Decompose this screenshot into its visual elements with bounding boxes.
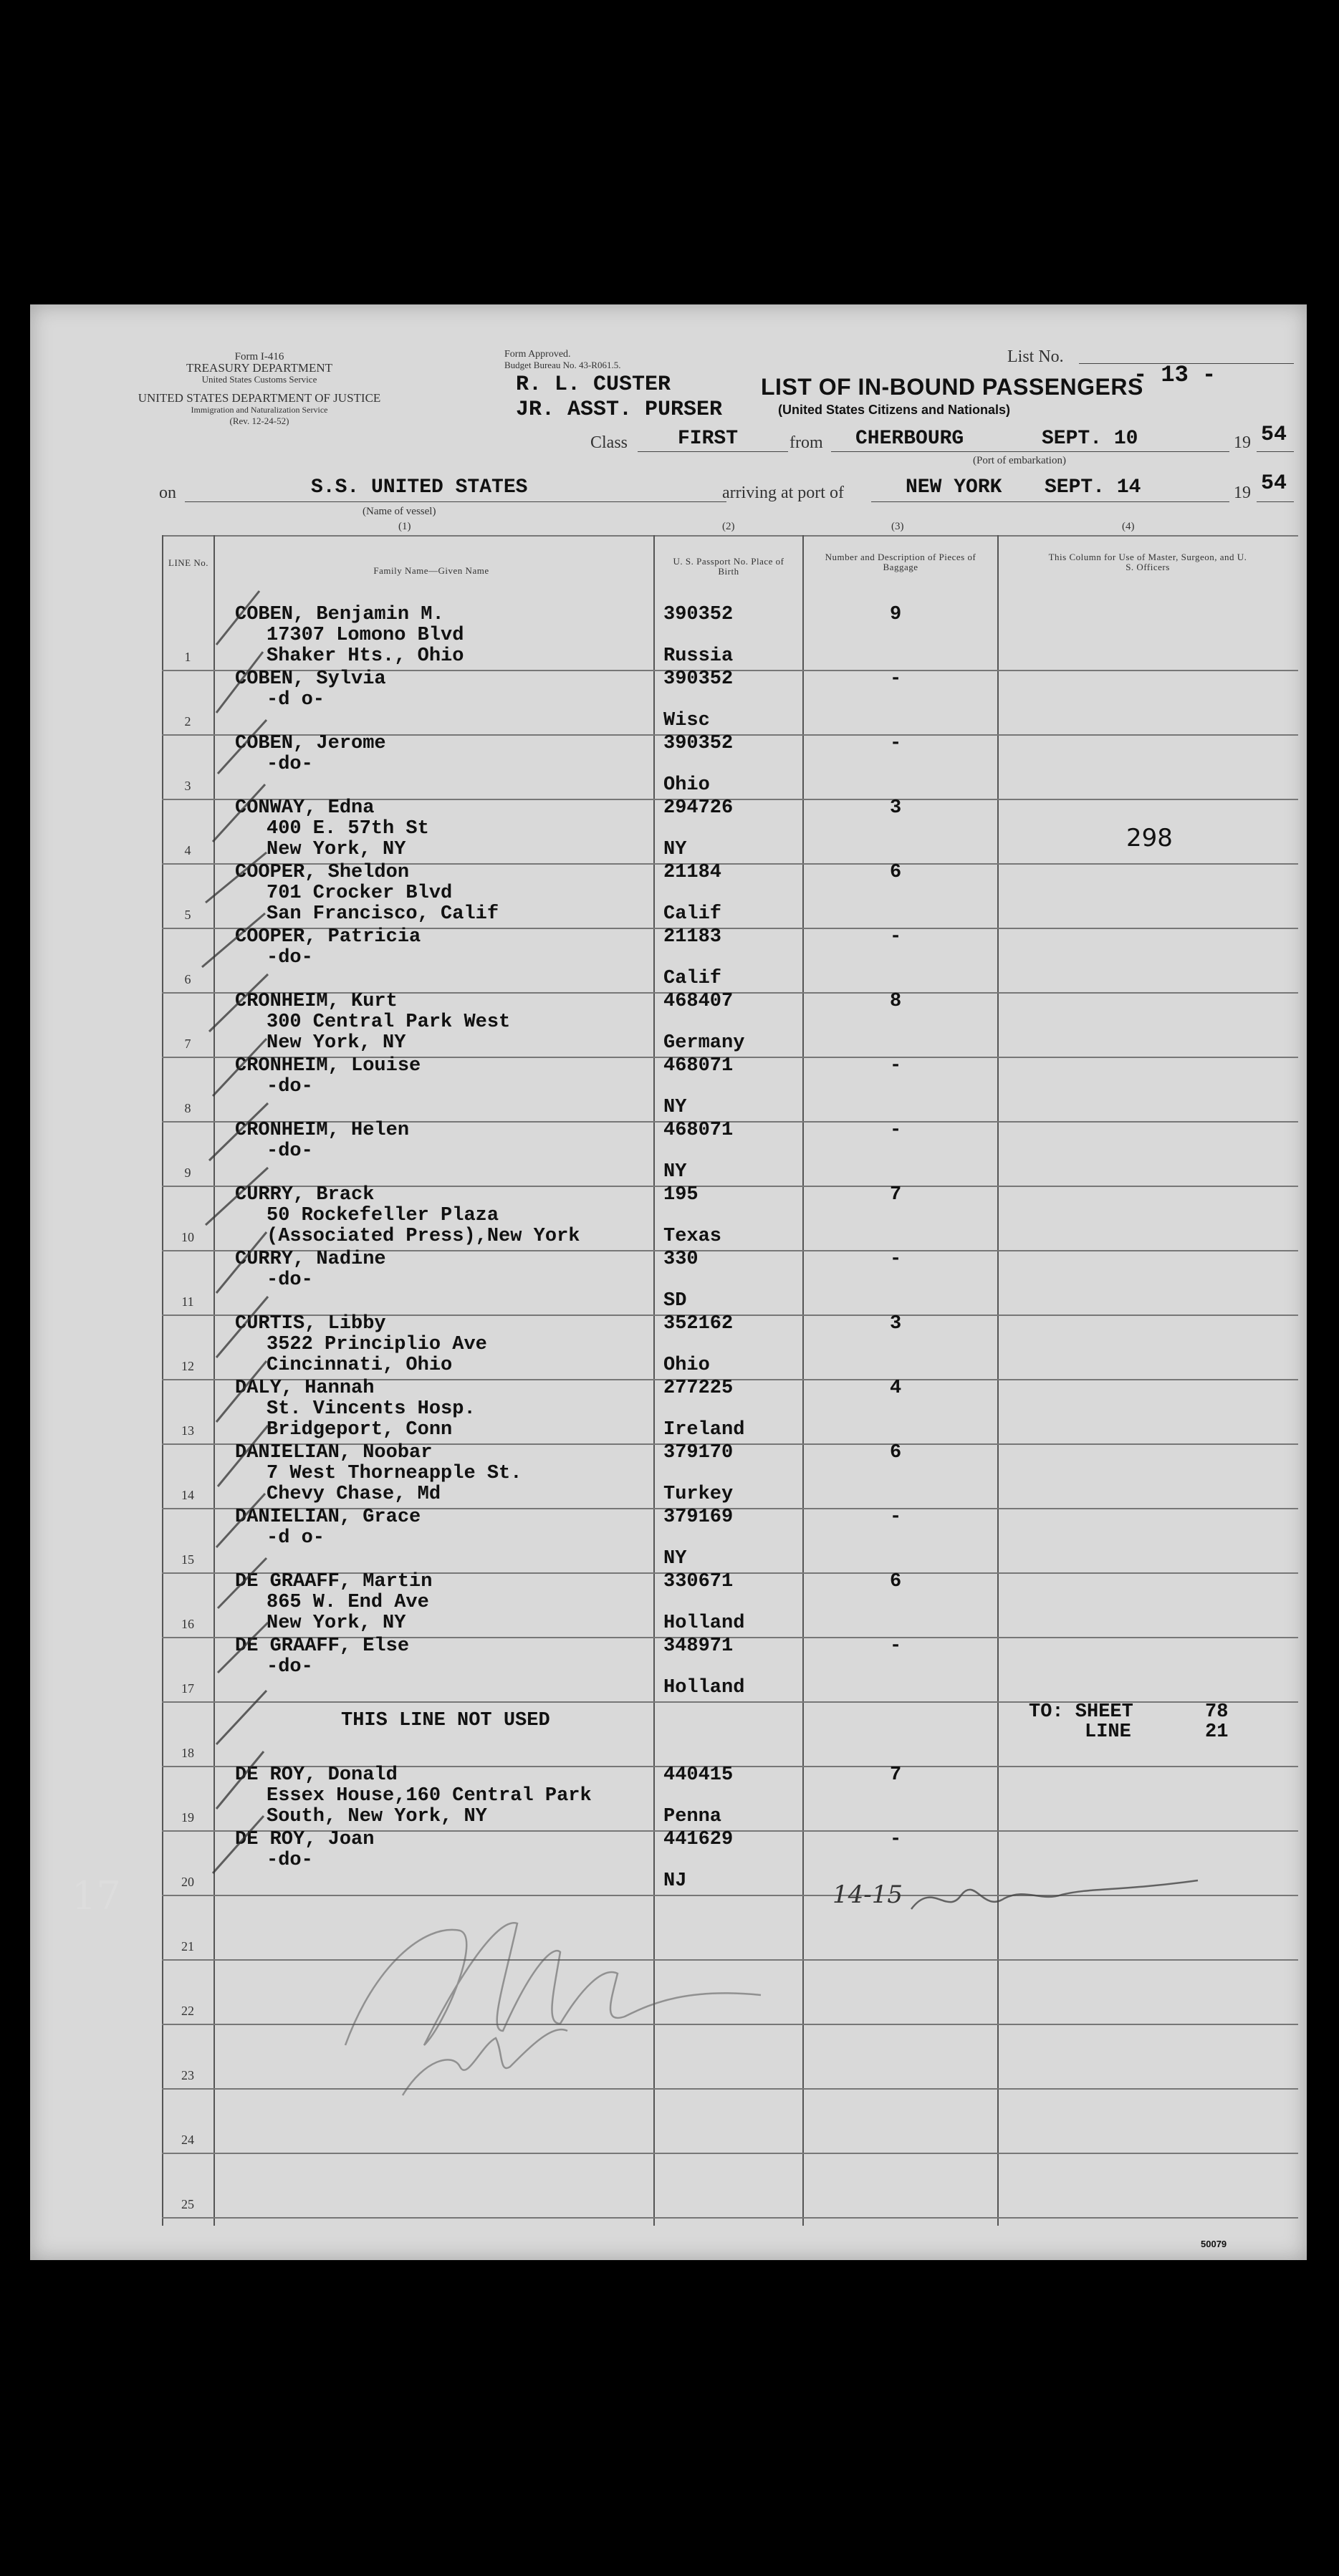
passport-number: 468071 — [663, 1055, 734, 1077]
address-line-2: San Francisco, Calif — [267, 903, 499, 925]
passenger-name: COBEN, Jerome — [235, 733, 386, 754]
place-of-birth: NY — [663, 1161, 687, 1183]
place-of-birth: Ohio — [663, 1355, 710, 1376]
passport-number: 468071 — [663, 1120, 734, 1141]
passport-number: 277225 — [663, 1378, 734, 1399]
line-number: 25 — [181, 2197, 194, 2211]
col-header-officers: This Column for Use of Master, Surgeon, and U. S. Officers — [1048, 552, 1247, 572]
list-number: - 13 - — [1133, 362, 1216, 388]
handwritten-checkmarks — [138, 569, 302, 2074]
passport-number: 294726 — [663, 797, 734, 819]
place-of-birth: Holland — [663, 1613, 745, 1634]
baggage-count: 3 — [890, 797, 902, 819]
baggage-count: - — [890, 1506, 902, 1528]
line-number: 2 — [184, 714, 191, 729]
line-number: 24 — [181, 2133, 194, 2147]
passport-number: 330 — [663, 1249, 699, 1270]
year-2: 54 — [1261, 471, 1287, 496]
passenger-name: COBEN, Benjamin M. — [235, 604, 444, 625]
address-line-1: -do- — [267, 754, 313, 775]
list-label: List No. — [1007, 347, 1064, 366]
to-line-number: 21 — [1205, 1721, 1229, 1743]
customs-service: United States Customs Service — [201, 374, 317, 385]
address-line-1: -do- — [267, 1140, 313, 1162]
form-code: 50079 — [1201, 2239, 1227, 2249]
from-label: from — [790, 433, 823, 452]
line-number: 23 — [181, 2068, 194, 2082]
address-line-1: 400 E. 57th St — [267, 818, 429, 840]
passport-number: 379169 — [663, 1506, 734, 1528]
line-number: 8 — [184, 1101, 191, 1115]
line-number: 1 — [184, 650, 191, 664]
officer-note: 298 — [1126, 824, 1173, 852]
address-line-1: -do- — [267, 1850, 313, 1871]
baggage-count: - — [890, 733, 902, 754]
place-of-birth: Ireland — [663, 1419, 745, 1441]
address-line-1: 17307 Lomono Blvd — [267, 625, 464, 646]
line-number: 19 — [181, 1810, 194, 1825]
address-line-2: Shaker Hts., Ohio — [267, 645, 464, 667]
year-1: 54 — [1261, 423, 1287, 447]
passenger-name: DALY, Hannah — [235, 1378, 375, 1399]
baggage-count: - — [890, 1249, 902, 1270]
address-line-1: 865 W. End Ave — [267, 1592, 429, 1613]
passenger-name: COOPER, Sheldon — [235, 862, 410, 883]
unused-line-text: THIS LINE NOT USED — [341, 1710, 550, 1731]
address-line-1: 300 Central Park West — [267, 1011, 511, 1033]
col-num-2: (2) — [722, 521, 735, 532]
address-line-1: 50 Rockefeller Plaza — [267, 1205, 499, 1226]
row-separator — [162, 2153, 1298, 2154]
line-number: 15 — [181, 1552, 194, 1567]
passenger-name: COOPER, Patricia — [235, 926, 421, 948]
passenger-name: DE ROY, Donald — [235, 1764, 398, 1786]
col-header-name: Family Name—Given Name — [373, 565, 489, 576]
passport-number: 21184 — [663, 862, 722, 883]
year-prefix-1: 19 — [1234, 433, 1251, 452]
baggage-count: - — [890, 1635, 902, 1657]
col-divider-baggage — [997, 535, 999, 2226]
passport-number: 352162 — [663, 1313, 734, 1335]
passenger-name: CURRY, Brack — [235, 1184, 375, 1206]
address-line-1: Essex House,160 Central Park — [267, 1785, 592, 1807]
baggage-count: 4 — [890, 1378, 902, 1399]
col-num-1: (1) — [398, 521, 411, 532]
year-line-2 — [1257, 501, 1294, 502]
to-sheet-number: 78 — [1205, 1701, 1229, 1723]
justice-dept: UNITED STATES DEPARTMENT OF JUSTICE — [138, 391, 381, 405]
passenger-name: CRONHEIM, Kurt — [235, 991, 398, 1012]
revision-date: (Rev. 12-24-52) — [229, 415, 289, 426]
embark-date: SEPT. 10 — [1042, 428, 1138, 450]
place-of-birth: Calif — [663, 903, 722, 925]
line-number: 5 — [184, 908, 191, 922]
line-number: 9 — [184, 1166, 191, 1180]
line-number: 4 — [184, 843, 191, 857]
place-of-birth: Holland — [663, 1677, 745, 1698]
place-of-birth: NY — [663, 1548, 687, 1570]
budget-bureau: Budget Bureau No. 43-R061.5. — [504, 360, 621, 370]
line-number: 16 — [181, 1617, 194, 1631]
arriving-label: arriving at port of — [722, 484, 844, 502]
margin-handwritten-mark: 17 — [72, 1873, 121, 1918]
place-of-birth: Wisc — [663, 710, 710, 731]
line-number: 20 — [181, 1875, 194, 1889]
address-line-2: South, New York, NY — [267, 1806, 487, 1827]
purser-name: R. L. CUSTER — [516, 373, 671, 397]
col-divider-passport — [802, 535, 804, 2226]
manifest-sheet — [30, 304, 1307, 2260]
line-number: 13 — [181, 1423, 194, 1438]
line-number: 7 — [184, 1037, 191, 1051]
place-of-birth: NJ — [663, 1870, 687, 1892]
col-header-line: LINE No. — [168, 557, 208, 568]
baggage-count: - — [890, 1120, 902, 1141]
address-line-1: 7 West Thorneapple St. — [267, 1463, 522, 1484]
baggage-count: 6 — [890, 862, 902, 883]
handwritten-officer-scrawl — [904, 1873, 1205, 1923]
handwritten-bag-note: 14-15 — [832, 1880, 903, 1909]
passport-number: 330671 — [663, 1571, 734, 1592]
embark-port: CHERBOURG — [855, 428, 964, 450]
baggage-count: 8 — [890, 991, 902, 1012]
arrival-line — [871, 501, 1229, 502]
baggage-count: 6 — [890, 1442, 902, 1464]
line-number: 17 — [181, 1681, 194, 1696]
passport-number: 468407 — [663, 991, 734, 1012]
year-line-1 — [1257, 451, 1294, 452]
place-of-birth: Penna — [663, 1806, 722, 1827]
passenger-name: CONWAY, Edna — [235, 797, 375, 819]
address-line-2: Cincinnati, Ohio — [267, 1355, 453, 1376]
address-line-2: New York, NY — [267, 1032, 406, 1054]
place-of-birth: Germany — [663, 1032, 745, 1054]
passenger-name: DANIELIAN, Grace — [235, 1506, 421, 1528]
place-of-birth: Texas — [663, 1226, 722, 1247]
passenger-name: CURTIS, Libby — [235, 1313, 386, 1335]
address-line-2: New York, NY — [267, 839, 406, 860]
address-line-1: 701 Crocker Blvd — [267, 883, 453, 904]
year-prefix-2: 19 — [1234, 484, 1251, 502]
row-separator — [162, 2217, 1298, 2219]
place-of-birth: Turkey — [663, 1484, 734, 1505]
line-number: 22 — [181, 2004, 194, 2018]
passenger-name: DE GRAAFF, Martin — [235, 1571, 433, 1592]
passport-number: 390352 — [663, 668, 734, 690]
baggage-count: 7 — [890, 1764, 902, 1786]
address-line-1: -do- — [267, 1076, 313, 1097]
address-line-2: New York, NY — [267, 1613, 406, 1634]
address-line-1: St. Vincents Hosp. — [267, 1398, 476, 1420]
place-of-birth: NY — [663, 839, 687, 860]
line-number: 6 — [184, 972, 191, 986]
handwritten-signature — [317, 1880, 775, 2117]
line-number: 14 — [181, 1488, 194, 1502]
form-number: Form I-416 — [234, 351, 284, 362]
address-line-2: Chevy Chase, Md — [267, 1484, 441, 1505]
passport-number: 441629 — [663, 1829, 734, 1850]
baggage-count: - — [890, 1829, 902, 1850]
baggage-count: 3 — [890, 1313, 902, 1335]
baggage-count: - — [890, 1055, 902, 1077]
passport-number: 348971 — [663, 1635, 734, 1657]
passport-number: 440415 — [663, 1764, 734, 1786]
passport-number: 195 — [663, 1184, 699, 1206]
from-line — [831, 451, 1229, 452]
passenger-name: DANIELIAN, Noobar — [235, 1442, 433, 1464]
passport-number: 379170 — [663, 1442, 734, 1464]
line-number: 21 — [181, 1939, 194, 1953]
col-header-passport: U. S. Passport No. Place of Birth — [673, 556, 784, 577]
place-of-birth: Russia — [663, 645, 734, 667]
to-sheet-label: TO: SHEET — [1029, 1701, 1133, 1723]
vessel-line — [185, 501, 726, 502]
baggage-count: - — [890, 926, 902, 948]
arrival-date: SEPT. 14 — [1045, 476, 1141, 499]
passport-number: 21183 — [663, 926, 722, 948]
col-header-baggage: Number and Description of Pieces of Baggage — [825, 552, 976, 572]
form-approved: Form Approved. — [504, 349, 571, 360]
passenger-name: COBEN, Sylvia — [235, 668, 386, 690]
line-number: 3 — [184, 779, 191, 793]
line-number: 18 — [181, 1746, 194, 1760]
address-line-1: -do- — [267, 1656, 313, 1678]
form-title: LIST OF IN-BOUND PASSENGERS — [761, 374, 1143, 400]
passport-number: 390352 — [663, 733, 734, 754]
on-label: on — [159, 484, 176, 502]
passenger-name: DE ROY, Joan — [235, 1829, 375, 1850]
col-num-4: (4) — [1122, 521, 1135, 532]
port-embark-label: (Port of embarkation) — [973, 455, 1066, 466]
table-top-border — [162, 535, 1298, 537]
baggage-count: - — [890, 668, 902, 690]
address-line-1: 3522 Principlio Ave — [267, 1334, 487, 1355]
class-line — [638, 451, 788, 452]
passport-number: 390352 — [663, 604, 734, 625]
form-subtitle: (United States Citizens and Nationals) — [778, 403, 1011, 417]
address-line-2: (Associated Press),New York — [267, 1226, 580, 1247]
purser-title: JR. ASST. PURSER — [516, 398, 723, 422]
vessel-label: (Name of vessel) — [363, 506, 436, 517]
passenger-name: CURRY, Nadine — [235, 1249, 386, 1270]
baggage-count: 6 — [890, 1571, 902, 1592]
ins-service: Immigration and Naturalization Service — [191, 405, 328, 415]
treasury-dept: TREASURY DEPARTMENT — [186, 361, 333, 375]
address-line-1: -do- — [267, 947, 313, 969]
address-line-1: -d o- — [267, 689, 325, 711]
place-of-birth: NY — [663, 1097, 687, 1118]
to-line-label: LINE — [1085, 1721, 1131, 1743]
address-line-2: Bridgeport, Conn — [267, 1419, 453, 1441]
class-value: FIRST — [678, 428, 739, 450]
passenger-name: CRONHEIM, Louise — [235, 1055, 421, 1077]
place-of-birth: Calif — [663, 968, 722, 989]
address-line-1: -d o- — [267, 1527, 325, 1549]
place-of-birth: SD — [663, 1290, 687, 1312]
vessel-name: S.S. UNITED STATES — [311, 476, 528, 499]
passenger-name: DE GRAAFF, Else — [235, 1635, 410, 1657]
passenger-name: CRONHEIM, Helen — [235, 1120, 410, 1141]
col-num-3: (3) — [891, 521, 904, 532]
class-label: Class — [590, 433, 628, 452]
line-number: 10 — [181, 1230, 194, 1244]
line-number: 12 — [181, 1359, 194, 1373]
line-number: 11 — [181, 1294, 194, 1309]
baggage-count: 7 — [890, 1184, 902, 1206]
baggage-count: 9 — [890, 604, 902, 625]
address-line-1: -do- — [267, 1269, 313, 1291]
place-of-birth: Ohio — [663, 774, 710, 796]
arrival-port: NEW YORK — [906, 476, 1002, 499]
